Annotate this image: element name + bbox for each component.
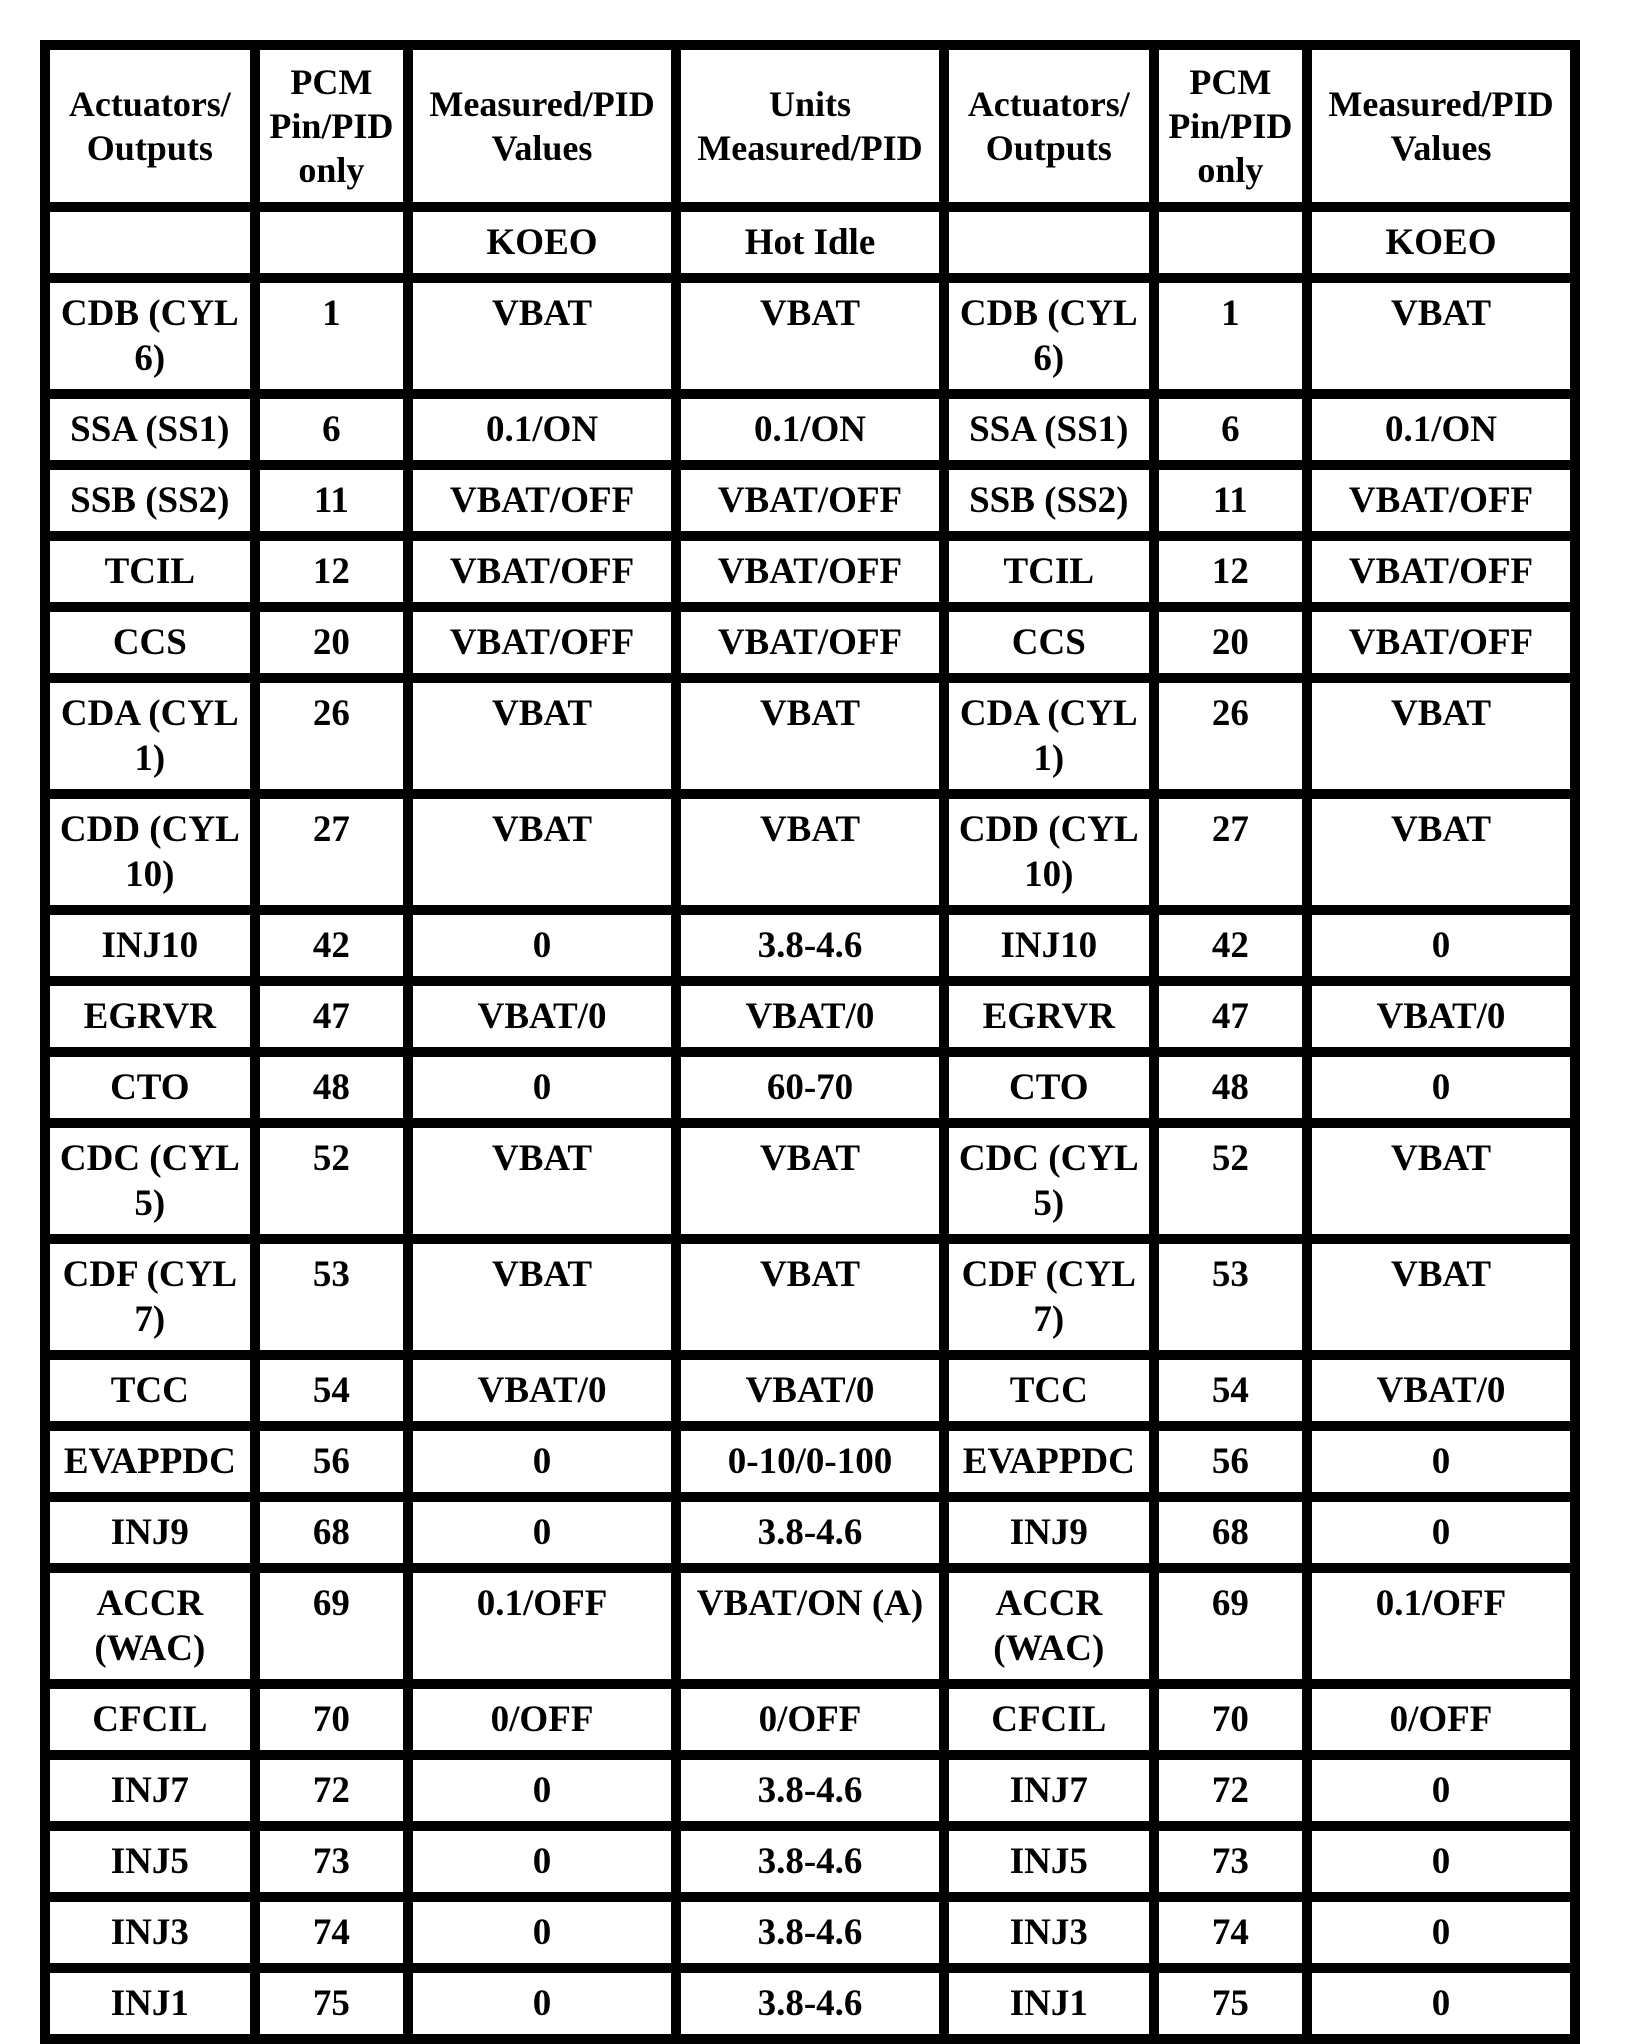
measured-koeo-cell: VBAT/0 xyxy=(1307,1355,1575,1426)
pcm-pin-cell: 47 xyxy=(255,981,408,1052)
pcm-pin-cell: 68 xyxy=(1154,1497,1307,1568)
measured-koeo-cell: VBAT/OFF xyxy=(1307,465,1575,536)
measured-koeo-cell: 0/OFF xyxy=(1307,1684,1575,1755)
measured-koeo-cell: VBAT xyxy=(1307,278,1575,394)
measured-koeo-cell: VBAT/OFF xyxy=(408,536,676,607)
actuator-cell: INJ5 xyxy=(944,1826,1154,1897)
measured-koeo-cell: VBAT/0 xyxy=(408,981,676,1052)
table-row xyxy=(45,1897,1575,1968)
subheader-cell: KOEO xyxy=(1307,207,1575,278)
table-row xyxy=(45,465,1575,536)
units-hot-idle-cell: 3.8-4.6 xyxy=(676,1968,944,2039)
units-hot-idle-cell: 3.8-4.6 xyxy=(676,1826,944,1897)
subheader-row xyxy=(45,207,1575,278)
pcm-pin-cell: 68 xyxy=(255,1497,408,1568)
measured-koeo-cell: 0/OFF xyxy=(408,1684,676,1755)
measured-koeo-cell: VBAT xyxy=(408,678,676,794)
subheader-cell: KOEO xyxy=(408,207,676,278)
pcm-pin-cell: 74 xyxy=(255,1897,408,1968)
actuator-cell: CCS xyxy=(45,607,255,678)
pcm-pin-pid-table xyxy=(40,40,1580,2044)
units-hot-idle-cell: 0.1/ON xyxy=(676,394,944,465)
measured-koeo-cell: 0 xyxy=(1307,1052,1575,1123)
actuator-cell: CFCIL xyxy=(944,1684,1154,1755)
column-header: Measured/PID Values xyxy=(1307,45,1575,207)
measured-koeo-cell: 0 xyxy=(1307,1826,1575,1897)
table-row xyxy=(45,1239,1575,1355)
table-body xyxy=(45,207,1575,2039)
units-hot-idle-cell: VBAT/ON (A) xyxy=(676,1568,944,1684)
units-hot-idle-cell: 3.8-4.6 xyxy=(676,1497,944,1568)
actuator-cell: INJ7 xyxy=(45,1755,255,1826)
table-row xyxy=(45,1355,1575,1426)
pcm-pin-cell: 48 xyxy=(255,1052,408,1123)
units-hot-idle-cell: VBAT xyxy=(676,278,944,394)
pid-table-container xyxy=(40,40,1580,2044)
measured-koeo-cell: VBAT/0 xyxy=(1307,981,1575,1052)
units-hot-idle-cell: VBAT/OFF xyxy=(676,607,944,678)
measured-koeo-cell: 0 xyxy=(1307,1755,1575,1826)
pcm-pin-cell: 42 xyxy=(255,910,408,981)
units-hot-idle-cell: VBAT/OFF xyxy=(676,536,944,607)
measured-koeo-cell: 0.1/OFF xyxy=(1307,1568,1575,1684)
units-hot-idle-cell: VBAT xyxy=(676,1123,944,1239)
pcm-pin-cell: 20 xyxy=(255,607,408,678)
actuator-cell: EVAPPDC xyxy=(944,1426,1154,1497)
table-row xyxy=(45,910,1575,981)
measured-koeo-cell: 0 xyxy=(408,1755,676,1826)
actuator-cell: CDA (CYL 1) xyxy=(45,678,255,794)
measured-koeo-cell: VBAT xyxy=(1307,794,1575,910)
measured-koeo-cell: VBAT xyxy=(1307,1123,1575,1239)
table-row xyxy=(45,1426,1575,1497)
pcm-pin-cell: 69 xyxy=(1154,1568,1307,1684)
column-header: PCM Pin/PID only xyxy=(1154,45,1307,207)
measured-koeo-cell: VBAT/OFF xyxy=(408,465,676,536)
measured-koeo-cell: 0 xyxy=(408,910,676,981)
actuator-cell: SSB (SS2) xyxy=(944,465,1154,536)
actuator-cell: SSA (SS1) xyxy=(45,394,255,465)
pcm-pin-cell: 56 xyxy=(1154,1426,1307,1497)
actuator-cell: CDB (CYL 6) xyxy=(45,278,255,394)
table-row xyxy=(45,1968,1575,2039)
column-header: Measured/PID Values xyxy=(408,45,676,207)
actuator-cell: INJ10 xyxy=(45,910,255,981)
measured-koeo-cell: VBAT xyxy=(408,1123,676,1239)
pcm-pin-cell: 47 xyxy=(1154,981,1307,1052)
pcm-pin-cell: 52 xyxy=(1154,1123,1307,1239)
actuator-cell: CFCIL xyxy=(45,1684,255,1755)
actuator-cell: CDF (CYL 7) xyxy=(45,1239,255,1355)
measured-koeo-cell: 0.1/ON xyxy=(408,394,676,465)
units-hot-idle-cell: 60-70 xyxy=(676,1052,944,1123)
actuator-cell: TCC xyxy=(944,1355,1154,1426)
pcm-pin-cell: 26 xyxy=(255,678,408,794)
subheader-cell xyxy=(255,207,408,278)
pcm-pin-cell: 1 xyxy=(255,278,408,394)
column-header: PCM Pin/PID only xyxy=(255,45,408,207)
measured-koeo-cell: 0 xyxy=(408,1497,676,1568)
units-hot-idle-cell: 3.8-4.6 xyxy=(676,1897,944,1968)
pcm-pin-cell: 1 xyxy=(1154,278,1307,394)
actuator-cell: ACCR (WAC) xyxy=(45,1568,255,1684)
table-row xyxy=(45,678,1575,794)
pcm-pin-cell: 12 xyxy=(255,536,408,607)
measured-koeo-cell: VBAT xyxy=(1307,1239,1575,1355)
pcm-pin-cell: 69 xyxy=(255,1568,408,1684)
units-hot-idle-cell: 3.8-4.6 xyxy=(676,910,944,981)
actuator-cell: INJ7 xyxy=(944,1755,1154,1826)
pcm-pin-cell: 27 xyxy=(255,794,408,910)
pcm-pin-cell: 52 xyxy=(255,1123,408,1239)
actuator-cell: CDD (CYL 10) xyxy=(45,794,255,910)
actuator-cell: EGRVR xyxy=(45,981,255,1052)
actuator-cell: INJ3 xyxy=(944,1897,1154,1968)
actuator-cell: INJ9 xyxy=(45,1497,255,1568)
table-row xyxy=(45,1684,1575,1755)
measured-koeo-cell: 0.1/ON xyxy=(1307,394,1575,465)
measured-koeo-cell: 0 xyxy=(408,1968,676,2039)
actuator-cell: EGRVR xyxy=(944,981,1154,1052)
column-header: Actuators/ Outputs xyxy=(944,45,1154,207)
actuator-cell: TCIL xyxy=(944,536,1154,607)
measured-koeo-cell: VBAT/0 xyxy=(408,1355,676,1426)
actuator-cell: INJ5 xyxy=(45,1826,255,1897)
measured-koeo-cell: 0 xyxy=(408,1826,676,1897)
table-row xyxy=(45,1497,1575,1568)
pcm-pin-cell: 70 xyxy=(255,1684,408,1755)
measured-koeo-cell: 0 xyxy=(1307,1968,1575,2039)
actuator-cell: CCS xyxy=(944,607,1154,678)
measured-koeo-cell: 0 xyxy=(1307,1497,1575,1568)
measured-koeo-cell: 0 xyxy=(408,1052,676,1123)
pcm-pin-cell: 54 xyxy=(1154,1355,1307,1426)
units-hot-idle-cell: VBAT/0 xyxy=(676,981,944,1052)
pcm-pin-cell: 27 xyxy=(1154,794,1307,910)
actuator-cell: ACCR (WAC) xyxy=(944,1568,1154,1684)
table-row xyxy=(45,794,1575,910)
pcm-pin-cell: 70 xyxy=(1154,1684,1307,1755)
actuator-cell: SSA (SS1) xyxy=(944,394,1154,465)
table-row xyxy=(45,1826,1575,1897)
measured-koeo-cell: VBAT/OFF xyxy=(1307,536,1575,607)
pcm-pin-cell: 72 xyxy=(1154,1755,1307,1826)
table-row xyxy=(45,607,1575,678)
measured-koeo-cell: VBAT xyxy=(408,1239,676,1355)
actuator-cell: INJ1 xyxy=(45,1968,255,2039)
pcm-pin-cell: 74 xyxy=(1154,1897,1307,1968)
actuator-cell: CDF (CYL 7) xyxy=(944,1239,1154,1355)
pcm-pin-cell: 75 xyxy=(1154,1968,1307,2039)
measured-koeo-cell: VBAT/OFF xyxy=(408,607,676,678)
actuator-cell: CTO xyxy=(45,1052,255,1123)
subheader-cell: Hot Idle xyxy=(676,207,944,278)
table-row xyxy=(45,1052,1575,1123)
measured-koeo-cell: VBAT xyxy=(1307,678,1575,794)
actuator-cell: INJ9 xyxy=(944,1497,1154,1568)
subheader-cell xyxy=(944,207,1154,278)
units-hot-idle-cell: VBAT/OFF xyxy=(676,465,944,536)
measured-koeo-cell: VBAT/OFF xyxy=(1307,607,1575,678)
units-hot-idle-cell: VBAT xyxy=(676,1239,944,1355)
column-header: Units Measured/PID xyxy=(676,45,944,207)
actuator-cell: TCC xyxy=(45,1355,255,1426)
pcm-pin-cell: 73 xyxy=(255,1826,408,1897)
table-row xyxy=(45,1123,1575,1239)
measured-koeo-cell: 0 xyxy=(408,1897,676,1968)
pcm-pin-cell: 6 xyxy=(255,394,408,465)
units-hot-idle-cell: VBAT xyxy=(676,794,944,910)
pcm-pin-cell: 48 xyxy=(1154,1052,1307,1123)
actuator-cell: INJ10 xyxy=(944,910,1154,981)
pcm-pin-cell: 53 xyxy=(1154,1239,1307,1355)
pcm-pin-cell: 6 xyxy=(1154,394,1307,465)
measured-koeo-cell: 0 xyxy=(1307,910,1575,981)
pcm-pin-cell: 75 xyxy=(255,1968,408,2039)
measured-koeo-cell: VBAT xyxy=(408,278,676,394)
pcm-pin-cell: 11 xyxy=(1154,465,1307,536)
table-row xyxy=(45,1755,1575,1826)
actuator-cell: CTO xyxy=(944,1052,1154,1123)
subheader-cell xyxy=(1154,207,1307,278)
table-row xyxy=(45,981,1575,1052)
measured-koeo-cell: 0.1/OFF xyxy=(408,1568,676,1684)
units-hot-idle-cell: 0/OFF xyxy=(676,1684,944,1755)
actuator-cell: CDD (CYL 10) xyxy=(944,794,1154,910)
units-hot-idle-cell: 0-10/0-100 xyxy=(676,1426,944,1497)
actuator-cell: CDB (CYL 6) xyxy=(944,278,1154,394)
column-header: Actuators/ Outputs xyxy=(45,45,255,207)
actuator-cell: SSB (SS2) xyxy=(45,465,255,536)
actuator-cell: EVAPPDC xyxy=(45,1426,255,1497)
table-row xyxy=(45,394,1575,465)
header-row xyxy=(45,45,1575,207)
actuator-cell: CDC (CYL 5) xyxy=(944,1123,1154,1239)
actuator-cell: CDC (CYL 5) xyxy=(45,1123,255,1239)
actuator-cell: INJ1 xyxy=(944,1968,1154,2039)
pcm-pin-cell: 53 xyxy=(255,1239,408,1355)
subheader-cell xyxy=(45,207,255,278)
pcm-pin-cell: 20 xyxy=(1154,607,1307,678)
pcm-pin-cell: 54 xyxy=(255,1355,408,1426)
units-hot-idle-cell: 3.8-4.6 xyxy=(676,1755,944,1826)
units-hot-idle-cell: VBAT xyxy=(676,678,944,794)
measured-koeo-cell: VBAT xyxy=(408,794,676,910)
pcm-pin-cell: 72 xyxy=(255,1755,408,1826)
measured-koeo-cell: 0 xyxy=(1307,1426,1575,1497)
measured-koeo-cell: 0 xyxy=(408,1426,676,1497)
pcm-pin-cell: 11 xyxy=(255,465,408,536)
actuator-cell: TCIL xyxy=(45,536,255,607)
pcm-pin-cell: 12 xyxy=(1154,536,1307,607)
table-row xyxy=(45,536,1575,607)
table-row xyxy=(45,278,1575,394)
table-row xyxy=(45,1568,1575,1684)
actuator-cell: CDA (CYL 1) xyxy=(944,678,1154,794)
actuator-cell: INJ3 xyxy=(45,1897,255,1968)
pcm-pin-cell: 26 xyxy=(1154,678,1307,794)
units-hot-idle-cell: VBAT/0 xyxy=(676,1355,944,1426)
measured-koeo-cell: 0 xyxy=(1307,1897,1575,1968)
pcm-pin-cell: 73 xyxy=(1154,1826,1307,1897)
pcm-pin-cell: 42 xyxy=(1154,910,1307,981)
pcm-pin-cell: 56 xyxy=(255,1426,408,1497)
